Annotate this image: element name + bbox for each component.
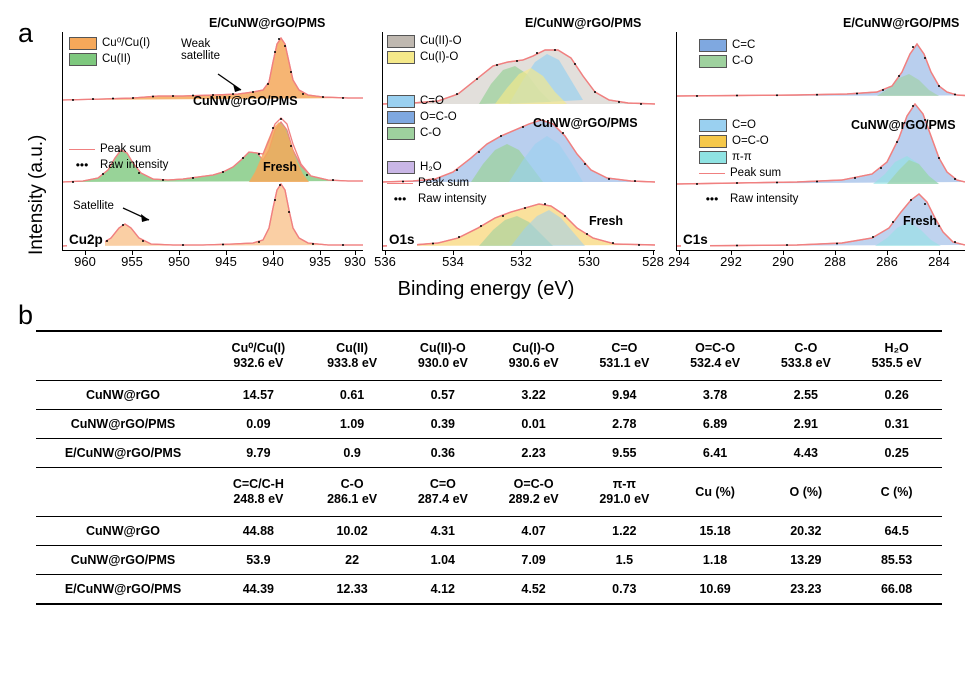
header-cell: H₂O 535.5 eV	[851, 331, 942, 381]
legend-swatch-icon	[699, 119, 727, 132]
cell: 12.33	[307, 575, 398, 605]
legend-item: C=C	[699, 38, 755, 52]
cell: 1.04	[397, 546, 488, 575]
header-cell: C-O 286.1 eV	[307, 468, 398, 517]
legend-item: Cu(I)-O	[387, 50, 462, 64]
legend-item: Cu⁰/Cu(I)	[69, 36, 150, 50]
header-cell: C-O 533.8 eV	[760, 331, 851, 381]
legend-swatch-icon	[699, 55, 727, 68]
legend-swatch-icon	[387, 51, 415, 64]
header-cell: Cu(I)-O 930.6 eV	[488, 331, 579, 381]
cell: 1.09	[307, 410, 398, 439]
cell: 3.78	[670, 381, 761, 410]
cell: 4.52	[488, 575, 579, 605]
legend-dots-icon: •••	[705, 191, 719, 206]
o1s-trace-label-1: CuNW@rGO/PMS	[533, 116, 638, 130]
o1s-legend-mid	[387, 94, 457, 142]
cell: 0.25	[851, 439, 942, 468]
header-cell	[36, 468, 210, 517]
legend-item: C=O	[387, 94, 457, 108]
cell: 1.5	[579, 546, 670, 575]
o1s-trace-label-0: E/CuNW@rGO/PMS	[525, 16, 642, 30]
row-label: E/CuNW@rGO/PMS	[36, 575, 210, 605]
c1s-legend-bot	[699, 192, 798, 208]
o1s-trace-label-2: Fresh	[589, 214, 624, 228]
cell: 6.41	[670, 439, 761, 468]
c1s-legend-mid	[699, 118, 781, 182]
table-row	[36, 575, 942, 605]
cell: 0.39	[397, 410, 488, 439]
table-row	[36, 410, 942, 439]
legend-item: ••• Raw intensity	[387, 192, 486, 206]
legend-item: C-O	[699, 54, 755, 68]
legend-item: ••• Raw intensity	[699, 192, 798, 206]
header-cell: C=C/C-H 248.8 eV	[210, 468, 307, 517]
cu2p-trace-label-1: CuNW@rGO/PMS	[193, 94, 298, 108]
cell: 66.08	[851, 575, 942, 605]
xps-data-table	[36, 330, 942, 605]
cell: 2.91	[760, 410, 851, 439]
cell: 1.22	[579, 517, 670, 546]
o1s-corner-label: O1s	[389, 232, 415, 247]
header-cell: O (%)	[760, 468, 851, 517]
legend-swatch-icon	[699, 39, 727, 52]
legend-dots-icon: •••	[75, 157, 89, 172]
header-cell: Cu⁰/Cu(I) 932.6 eV	[210, 331, 307, 381]
cell: 22	[307, 546, 398, 575]
cell: 0.26	[851, 381, 942, 410]
cell: 64.5	[851, 517, 942, 546]
header-cell: O=C-O 289.2 eV	[488, 468, 579, 517]
legend-item: Peak sum	[387, 176, 486, 190]
cell: 0.36	[397, 439, 488, 468]
table-header-row-1	[36, 331, 942, 381]
table-row	[36, 439, 942, 468]
chart-c1s	[668, 16, 965, 269]
data-table-panel-b	[36, 330, 942, 605]
cell: 2.55	[760, 381, 851, 410]
cell: 85.53	[851, 546, 942, 575]
row-label: CuNW@rGO/PMS	[36, 410, 210, 439]
cell: 1.18	[670, 546, 761, 575]
cell: 2.23	[488, 439, 579, 468]
c1s-legend-top	[699, 38, 755, 70]
cell: 9.79	[210, 439, 307, 468]
legend-swatch-icon	[387, 161, 415, 174]
chart-o1s	[374, 16, 664, 269]
legend-swatch-icon	[387, 127, 415, 140]
cell: 4.12	[397, 575, 488, 605]
cu2p-corner-label: Cu2p	[69, 232, 103, 247]
y-axis-label: Intensity (a.u.)	[26, 134, 47, 255]
legend-item: Peak sum	[69, 142, 168, 156]
legend-item: ••• Raw intensity	[69, 158, 168, 172]
legend-swatch-icon	[69, 37, 97, 50]
row-label: CuNW@rGO	[36, 517, 210, 546]
cu2p-legend	[69, 36, 150, 68]
cell: 15.18	[670, 517, 761, 546]
o1s-x-axis: 536 534 532 530 528	[383, 250, 655, 272]
legend-swatch-icon	[387, 35, 415, 48]
cell: 10.02	[307, 517, 398, 546]
cell: 0.9	[307, 439, 398, 468]
c1s-trace-label-0: E/CuNW@rGO/PMS	[843, 16, 960, 30]
cell: 0.61	[307, 381, 398, 410]
header-cell: Cu(II) 933.8 eV	[307, 331, 398, 381]
legend-swatch-icon	[699, 151, 727, 164]
header-cell: C=O 287.4 eV	[397, 468, 488, 517]
legend-item: C=O	[699, 118, 781, 132]
c1s-trace-label-1: CuNW@rGO/PMS	[851, 118, 956, 132]
c1s-x-axis: 294 292 290 288 286 284	[677, 250, 965, 272]
table-row	[36, 546, 942, 575]
figure-panel-a	[0, 10, 972, 300]
cell: 20.32	[760, 517, 851, 546]
cell: 44.39	[210, 575, 307, 605]
cu2p-annotation-weak-satellite: Weak satellite	[181, 38, 220, 62]
header-cell: Cu(II)-O 930.0 eV	[397, 331, 488, 381]
cell: 3.22	[488, 381, 579, 410]
panel-label-b: b	[18, 300, 34, 330]
table-header-row-2	[36, 468, 942, 517]
cell: 53.9	[210, 546, 307, 575]
cell: 0.57	[397, 381, 488, 410]
row-label: CuNW@rGO/PMS	[36, 546, 210, 575]
cell: 4.43	[760, 439, 851, 468]
legend-swatch-icon	[387, 111, 415, 124]
c1s-trace-label-2: Fresh	[903, 214, 938, 228]
table-row	[36, 517, 942, 546]
cell: 0.01	[488, 410, 579, 439]
legend-dots-icon: •••	[393, 191, 407, 206]
panel-label-a: a	[18, 18, 34, 48]
legend-item: Cu(II)	[69, 52, 150, 66]
legend-item: C-O	[387, 126, 457, 140]
cell: 44.88	[210, 517, 307, 546]
header-cell: C (%)	[851, 468, 942, 517]
cu2p-trace-label-0: E/CuNW@rGO/PMS	[209, 16, 326, 30]
legend-item: π-π	[699, 150, 781, 164]
o1s-legend-bot	[387, 160, 486, 208]
legend-line-icon	[69, 149, 95, 150]
cu2p-legend-2	[69, 142, 168, 174]
row-label: CuNW@rGO	[36, 381, 210, 410]
cell: 9.55	[579, 439, 670, 468]
cell: 0.31	[851, 410, 942, 439]
cell: 23.23	[760, 575, 851, 605]
cell: 9.94	[579, 381, 670, 410]
legend-swatch-icon	[69, 53, 97, 66]
cell: 7.09	[488, 546, 579, 575]
cu2p-annotation-satellite: Satellite	[73, 200, 114, 212]
header-cell: Cu (%)	[670, 468, 761, 517]
cu2p-x-axis: 960 955 950 945 940 935 930	[63, 250, 363, 272]
legend-swatch-icon	[387, 95, 415, 108]
header-cell: O=C-O 532.4 eV	[670, 331, 761, 381]
legend-item: Peak sum	[699, 166, 781, 180]
cell: 6.89	[670, 410, 761, 439]
c1s-corner-label: C1s	[683, 232, 708, 247]
cell: 13.29	[760, 546, 851, 575]
chart-cu2p	[62, 16, 366, 269]
legend-item: O=C-O	[387, 110, 457, 124]
legend-swatch-icon	[699, 135, 727, 148]
legend-line-icon	[387, 183, 413, 184]
cell: 0.09	[210, 410, 307, 439]
legend-item: Cu(II)-O	[387, 34, 462, 48]
table-row	[36, 381, 942, 410]
o1s-legend-top	[387, 34, 462, 66]
cell: 14.57	[210, 381, 307, 410]
x-axis-label: Binding energy (eV)	[397, 278, 575, 300]
legend-line-icon	[699, 173, 725, 174]
legend-item: O=C-O	[699, 134, 781, 148]
cell: 0.73	[579, 575, 670, 605]
row-label: E/CuNW@rGO/PMS	[36, 439, 210, 468]
cu2p-trace-label-2: Fresh	[263, 160, 298, 174]
cell: 10.69	[670, 575, 761, 605]
header-cell: C=O 531.1 eV	[579, 331, 670, 381]
legend-item: H₂O	[387, 160, 486, 174]
header-cell	[36, 331, 210, 381]
cell: 2.78	[579, 410, 670, 439]
cell: 4.07	[488, 517, 579, 546]
header-cell: π-π 291.0 eV	[579, 468, 670, 517]
cell: 4.31	[397, 517, 488, 546]
